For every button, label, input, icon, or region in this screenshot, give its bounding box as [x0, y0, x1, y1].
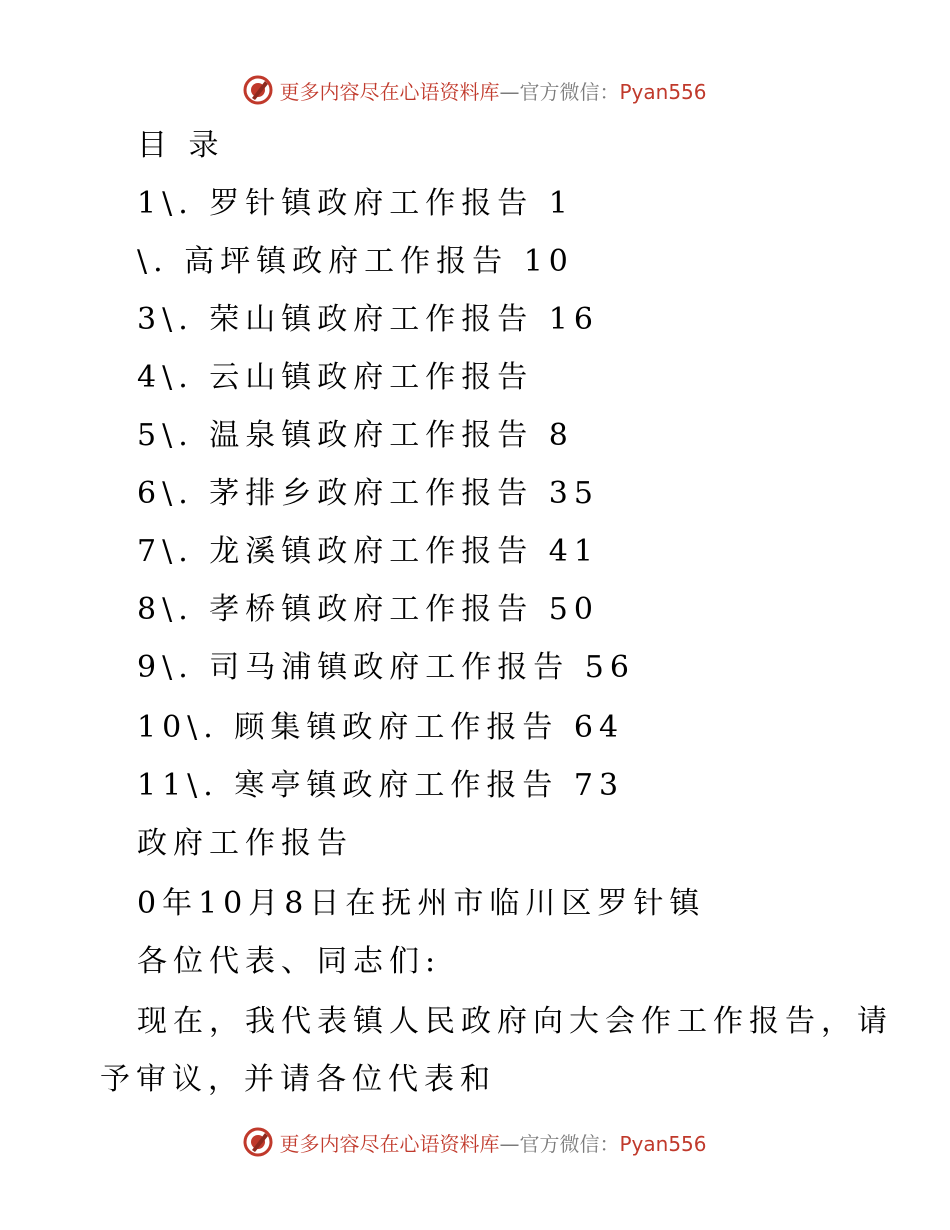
paragraph-line: 现在，我代表镇人民政府向大会作工作报告，请	[137, 1004, 893, 1039]
footer-watermark	[0, 1122, 950, 1162]
section-heading: 政府工作报告	[137, 826, 353, 861]
toc-item: 6\. 茅排乡政府工作报告 35	[137, 476, 599, 511]
toc-item: 8\. 孝桥镇政府工作报告 50	[137, 592, 599, 627]
paragraph-line: 予审议，并请各位代表和	[100, 1062, 496, 1097]
pen-logo-icon	[243, 1127, 273, 1157]
toc-item: 1\. 罗针镇政府工作报告 1	[137, 186, 574, 221]
watermark-text: 更多内容尽在心语资料库—官方微信：Pyan556	[279, 79, 707, 104]
toc-item: 9\. 司马浦镇政府工作报告 56	[137, 650, 635, 685]
salutation: 各位代表、同志们:	[137, 944, 442, 979]
toc-item: 11\. 寒亭镇政府工作报告 73	[137, 768, 625, 803]
watermark-text: 更多内容尽在心语资料库—官方微信：Pyan556	[279, 1131, 707, 1156]
toc-item: 4\. 云山镇政府工作报告	[137, 360, 534, 395]
toc-title: 目 录	[137, 128, 225, 163]
dateline: 0年10月8日在抚州市临川区罗针镇	[137, 886, 706, 921]
toc-item: 3\. 荣山镇政府工作报告 16	[137, 302, 599, 337]
toc-item: 5\. 温泉镇政府工作报告 8	[137, 418, 574, 453]
toc-item: 10\. 顾集镇政府工作报告 64	[137, 710, 625, 745]
header-watermark	[0, 70, 950, 110]
toc-item: 7\. 龙溪镇政府工作报告 41	[137, 534, 599, 569]
pen-logo-icon	[243, 75, 273, 105]
toc-item: \. 高坪镇政府工作报告 10	[137, 244, 574, 279]
